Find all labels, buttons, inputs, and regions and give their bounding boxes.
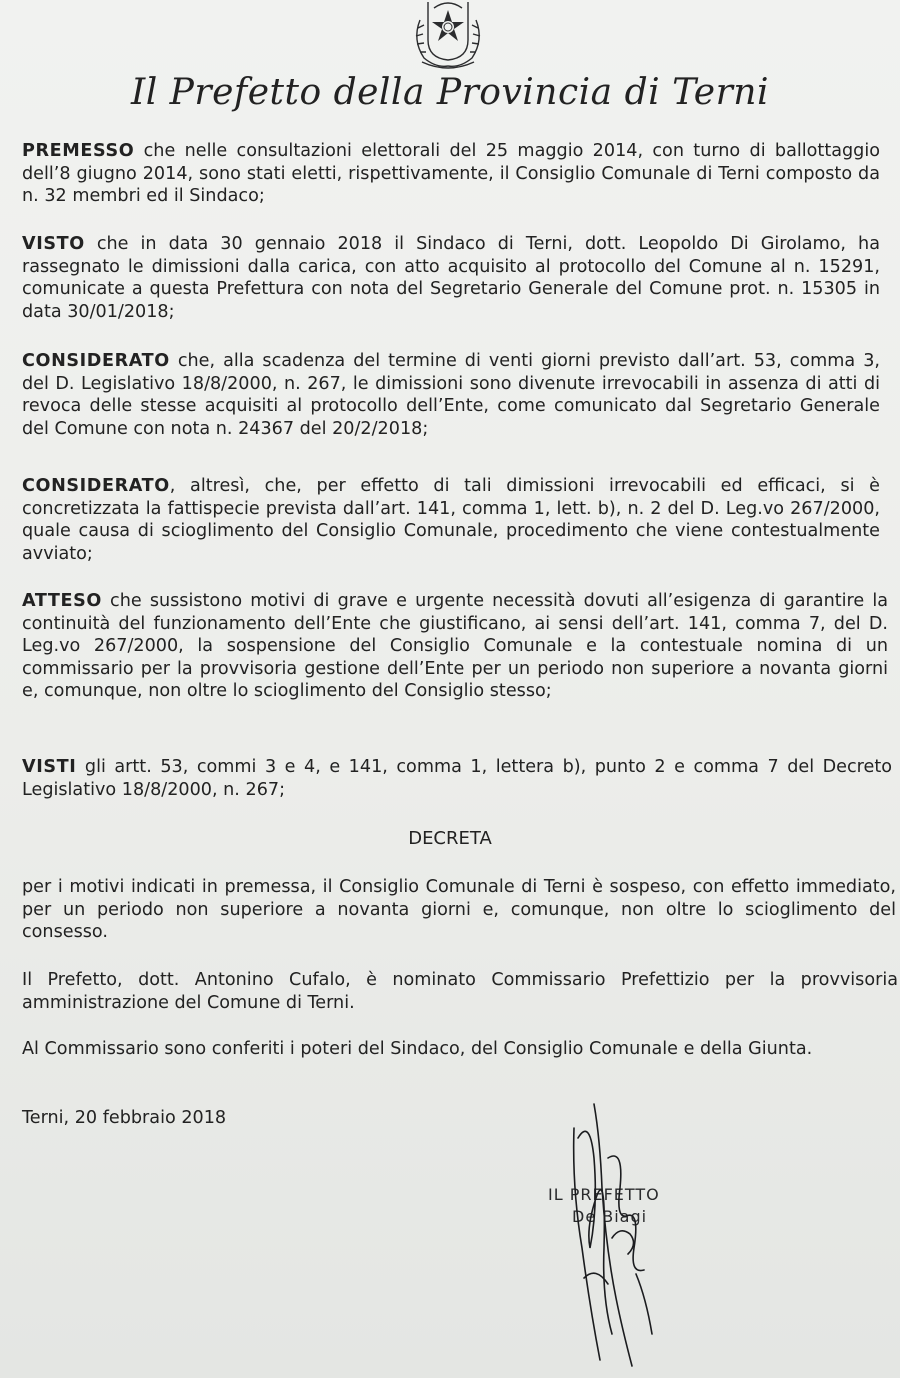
decreta-heading: DECRETA bbox=[408, 828, 492, 849]
paragraph-lead: VISTO bbox=[22, 234, 85, 254]
paragraph-text: , altresì, che, per effetto di tali dimissioni irrevocabili ed efficaci, si è concretizzata la fattispecie prevista dall’art. 141, comma 1, lett. b), n. 2 del D. Leg.vo 267/2000, quale causa di scioglimento del Consiglio Comunale, procedimento che viene contestualmente avviato; bbox=[22, 476, 880, 564]
paragraph-lead: CONSIDERATO bbox=[22, 351, 170, 371]
paragraph-lead: CONSIDERATO bbox=[22, 476, 170, 496]
paragraph-text: che sussistono motivi di grave e urgente necessità dovuti all’esigenza di garantire la continuità del funzionamento dell’Ente che giustificano, ai sensi dell’art. 141, comma 7, del D. Leg.vo 267/2000, la sospensione del Consiglio Comunale e la contestuale nomina di un commissario per la provvisoria gestione dell’Ente per un periodo non superiore a novanta giorni e, comunque, non oltre lo scioglimento del Consiglio stesso; bbox=[22, 591, 888, 702]
paragraph-considerato-2 bbox=[22, 475, 880, 565]
signatory-name: De Biagi bbox=[572, 1207, 648, 1226]
paragraph-visti bbox=[22, 756, 892, 801]
paragraph-decree-commissioner: Il Prefetto, dott. Antonino Cufalo, è nominato Commissario Prefettizio per la provvisoria amministrazione del Comune di Terni. bbox=[22, 970, 898, 1013]
paragraph-lead: ATTESO bbox=[22, 591, 102, 611]
italian-republic-emblem-icon bbox=[398, 0, 498, 72]
paragraph-lead: PREMESSO bbox=[22, 141, 135, 161]
paragraph-atteso bbox=[22, 590, 888, 703]
paragraph-text: gli artt. 53, commi 3 e 4, e 141, comma 1, lettera b), punto 2 e comma 7 del Decreto Legislativo 18/8/2000, n. 267; bbox=[22, 757, 892, 800]
document-title: Il Prefetto della Provincia di Terni bbox=[130, 72, 770, 113]
paragraph-considerato-1 bbox=[22, 350, 880, 440]
paragraph-text: che nelle consultazioni elettorali del 25 maggio 2014, con turno di ballottaggio dell’8 giugno 2014, sono stati eletti, rispettivamente, il Consiglio Comunale di Terni composto da n. 32 membri ed il Sindaco; bbox=[22, 141, 880, 207]
paragraph-premesso bbox=[22, 140, 880, 208]
paragraph-lead: VISTI bbox=[22, 757, 77, 777]
place-date: Terni, 20 febbraio 2018 bbox=[22, 1108, 227, 1128]
paragraph-text: che, alla scadenza del termine di venti giorni previsto dall’art. 53, comma 3, del D. Legislativo 18/8/2000, n. 267, le dimissioni sono divenute irrevocabili in assenza di atti di revoca delle stesse acquisiti al protocollo dell’Ente, come comunicato dal Segretario Generale del Comune con nota n. 24367 del 20/2/2018; bbox=[22, 351, 880, 439]
paragraph-visto bbox=[22, 233, 880, 323]
paragraph-decree-powers: Al Commissario sono conferiti i poteri del Sindaco, del Consiglio Comunale e della Giunta. bbox=[22, 1039, 813, 1059]
handwritten-signature bbox=[560, 1098, 670, 1378]
paragraph-decree-suspension: per i motivi indicati in premessa, il Consiglio Comunale di Terni è sospeso, con effetto immediato, per un periodo non superiore a novanta giorni e, comunque, non oltre lo scioglimento del consesso. bbox=[22, 877, 896, 943]
paragraph-text: che in data 30 gennaio 2018 il Sindaco di Terni, dott. Leopoldo Di Girolamo, ha rassegnato le dimissioni dalla carica, con atto acquisito al protocollo del Comune al n. 15291, comunicate a questa Prefettura con nota del Segretario Generale del Comune prot. n. 15305 in data 30/01/2018; bbox=[22, 234, 880, 322]
signatory-title: IL PREFETTO bbox=[548, 1185, 660, 1204]
